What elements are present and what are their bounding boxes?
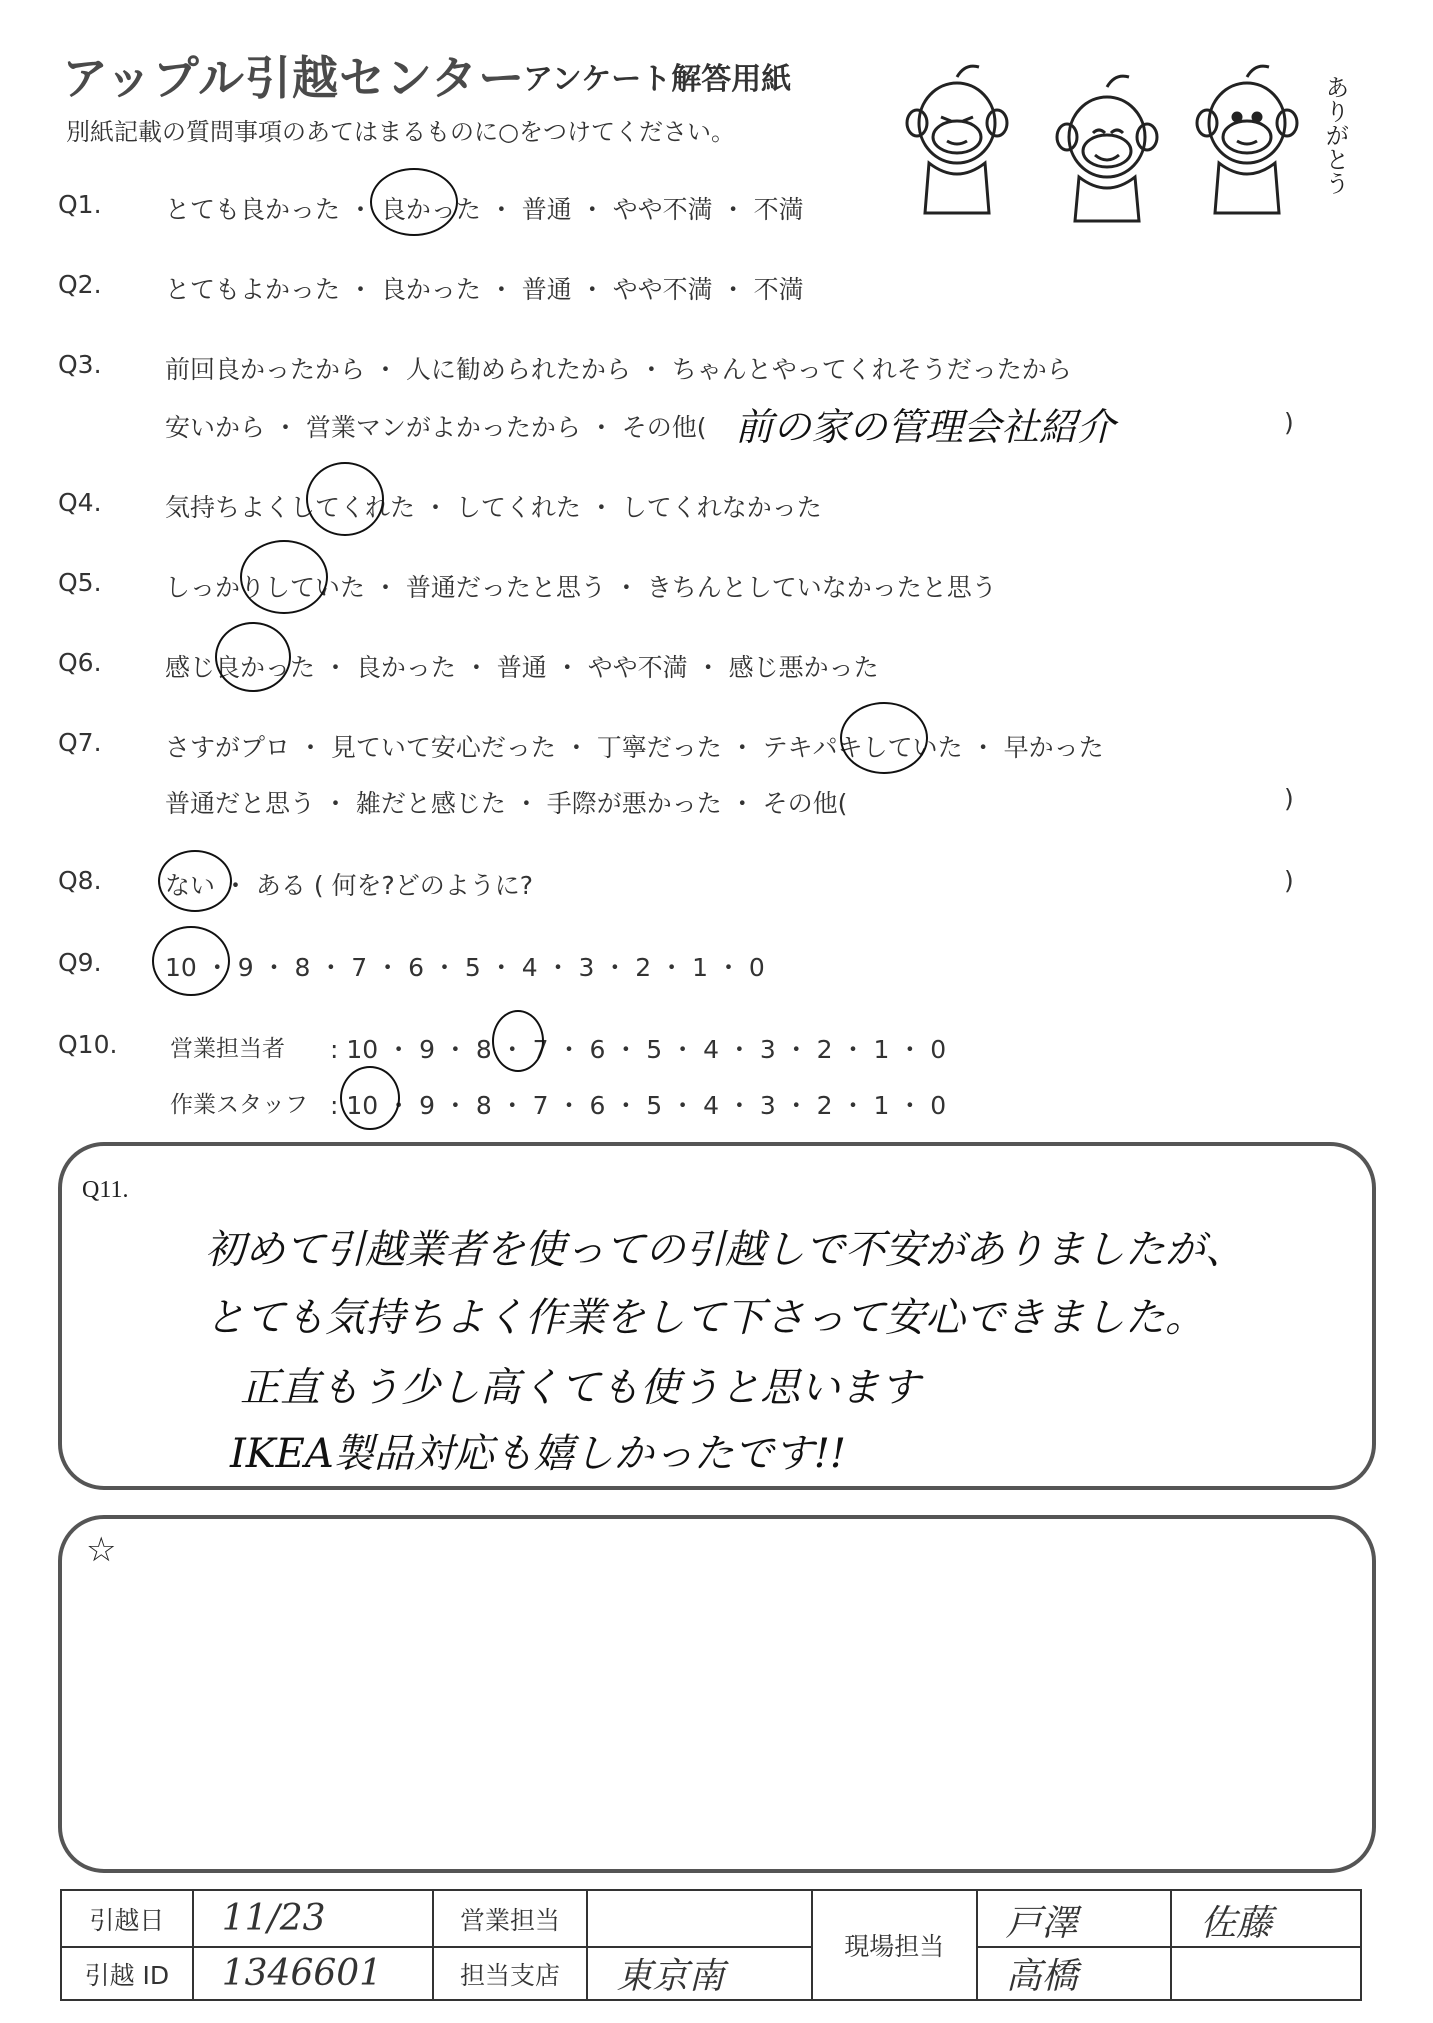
company-title: アップル引越センター	[62, 51, 526, 105]
move-date-label: 引越日	[61, 1890, 193, 1947]
q5-options: しっかりしていた ・ 普通だったと思う ・ きちんとしていなかったと思う	[165, 573, 997, 602]
q10-sales-label: 営業担当者	[170, 1036, 285, 1062]
q7-options-line2: 普通だと思う ・ 雑だと感じた ・ 手際が悪かった ・ その他(	[165, 789, 848, 818]
q6-answer-circle	[215, 622, 291, 692]
q11-comment-line-2: とても気持ちよく作業をして下さって安心できました。	[205, 1295, 1205, 1341]
q10-staff-answer-circle	[340, 1066, 400, 1130]
site-staff-3: 佐藤	[1171, 1890, 1361, 1947]
monkey-icon-3	[1197, 66, 1297, 213]
q8-options: ない ・ ある ( 何を?どのように?	[165, 871, 534, 900]
q10-number: Q10.	[58, 1030, 118, 1059]
q6-options: 感じ良かった ・ 良かった ・ 普通 ・ やや不満 ・ 感じ悪かった	[165, 653, 879, 682]
q8-close-paren: )	[1284, 866, 1294, 895]
q7-close-paren: )	[1284, 784, 1294, 813]
q8-answer-circle	[158, 850, 232, 912]
sales-rep-label: 営業担当	[433, 1890, 588, 1947]
monkey-icon-1	[907, 66, 1007, 213]
q2-options: とてもよかった ・ 良かった ・ 普通 ・ やや不満 ・ 不満	[165, 275, 804, 304]
q10-sales-scale: : 10 ・ 9 ・ 8 ・ 7 ・ 6 ・ 5 ・ 4 ・ 3 ・ 2 ・ 1 ・ 0	[330, 1035, 947, 1064]
q6-number: Q6.	[58, 648, 102, 677]
q3-number: Q3.	[58, 350, 102, 379]
move-id-label: 引越 ID	[61, 1947, 193, 2000]
q10-staff-label: 作業スタッフ	[170, 1092, 308, 1118]
site-staff-2: 高橋	[977, 1947, 1172, 2000]
q1-options: とても良かった ・ 良かった ・ 普通 ・ やや不満 ・ 不満	[165, 195, 804, 224]
q5-answer-circle	[240, 540, 328, 614]
q1-number: Q1.	[58, 190, 102, 219]
move-id-value: 1346601	[193, 1947, 433, 2000]
instruction-text: 別紙記載の質問事項のあてはまるものに○をつけてください。	[66, 118, 735, 146]
site-staff-1: 戸澤	[977, 1890, 1172, 1947]
site-staff-empty	[1171, 1947, 1361, 2000]
star-icon: ☆	[86, 1530, 117, 1570]
q2-number: Q2.	[58, 270, 102, 299]
monkey-mascot-illustration	[895, 55, 1355, 225]
q3-options-line2: 安いから ・ 営業マンがよかったから ・ その他(	[165, 413, 707, 442]
q3-other-answer: 前の家の管理会社紹介	[735, 405, 1116, 449]
q4-answer-circle	[306, 462, 384, 536]
q7-number: Q7.	[58, 728, 102, 757]
q9-number: Q9.	[58, 948, 102, 977]
q4-number: Q4.	[58, 488, 102, 517]
q11-label: Q11.	[82, 1177, 129, 1203]
q3-close-paren: )	[1284, 408, 1294, 437]
q7-options-line1: さすがプロ ・ 見ていて安心だった ・ 丁寧だった ・ テキパキしていた ・ 早かった	[165, 733, 1104, 762]
q4-options: 気持ちよくしてくれた ・ してくれた ・ してくれなかった	[165, 493, 822, 522]
q1-answer-circle	[370, 168, 458, 236]
q7-answer-circle	[840, 702, 928, 774]
q9-scale: 10 ・ 9 ・ 8 ・ 7 ・ 6 ・ 5 ・ 4 ・ 3 ・ 2 ・ 1 ・ 0	[165, 953, 765, 982]
q10-sales-answer-circle	[492, 1010, 544, 1072]
badge-text: ありがとう	[1321, 75, 1349, 195]
move-date-value: 11/23	[193, 1890, 433, 1947]
q11-comment-line-3: 正直もう少し高くても使うと思います	[240, 1365, 920, 1411]
q3-options-line1: 前回良かったから ・ 人に勧められたから ・ ちゃんとやってくれそうだったから	[165, 355, 1072, 384]
form-subtitle: アンケート解答用紙	[523, 62, 792, 97]
q11-comment-line-4: IKEA製品対応も嬉しかったです!!	[230, 1431, 846, 1477]
q11-comment-line-1: 初めて引越業者を使っての引越しで不安がありましたが、	[205, 1227, 1245, 1273]
q9-answer-circle	[152, 926, 230, 996]
q8-number: Q8.	[58, 866, 102, 895]
footer-info-table	[60, 1889, 1362, 2001]
monkey-icon-2	[1057, 76, 1157, 221]
branch-value: 東京南	[587, 1947, 812, 2000]
branch-label: 担当支店	[433, 1947, 588, 2000]
sales-rep-value	[587, 1890, 812, 1947]
star-comment-box	[58, 1515, 1376, 1873]
site-staff-label: 現場担当	[812, 1890, 977, 2000]
q10-staff-scale: : 10 ・ 9 ・ 8 ・ 7 ・ 6 ・ 5 ・ 4 ・ 3 ・ 2 ・ 1 ・ 0	[330, 1091, 947, 1120]
q5-number: Q5.	[58, 568, 102, 597]
